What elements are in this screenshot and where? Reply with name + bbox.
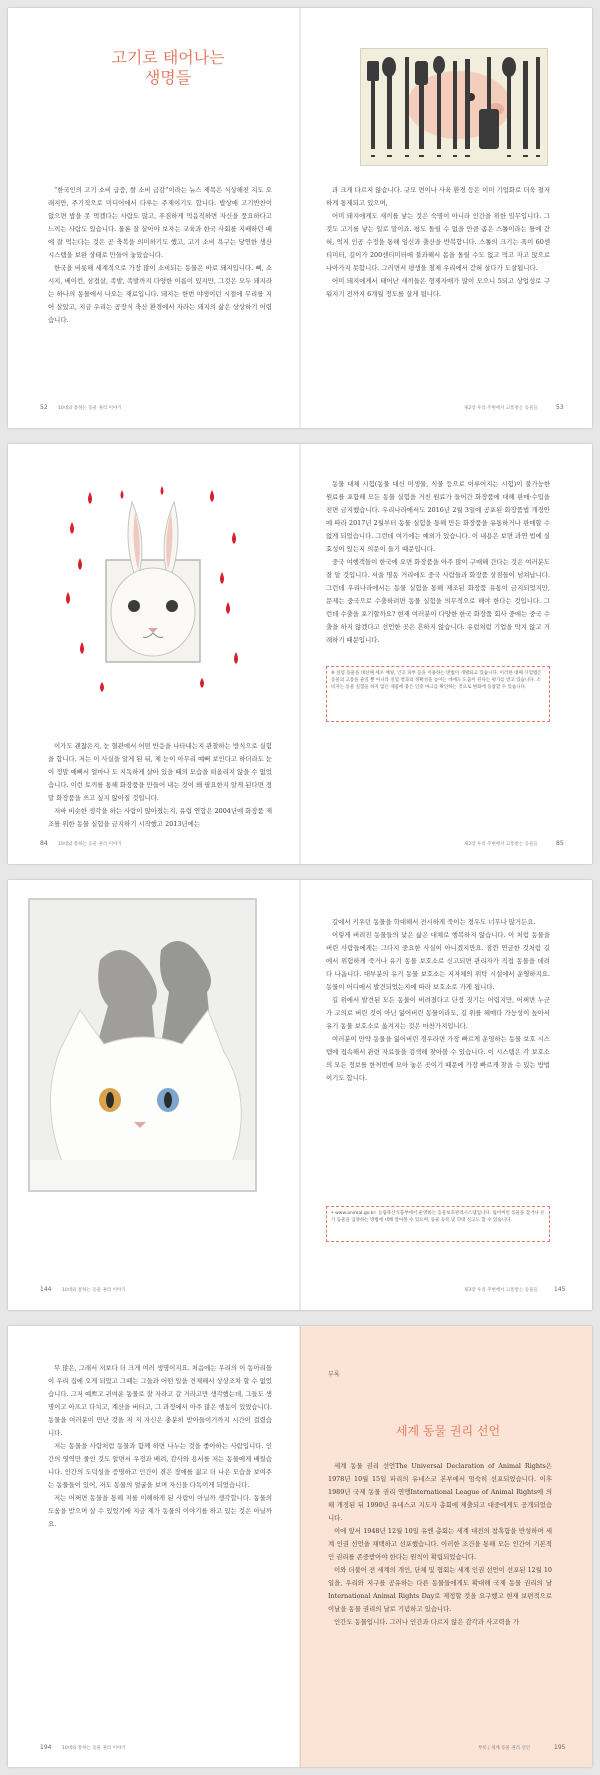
running-head-right: 제2장 우리 주변에서 고통받는 동물들 (464, 842, 538, 847)
running-head-left: 10대와 통하는 동물 권리 이야기 (62, 1746, 126, 1751)
paragraph: 무 많은, 그래서 저보다 더 크게 여러 생명이지요. 처음에는 우리의 이 동아리들이 우리 집에 오게 되었고 그때는 그들과 어떤 일을 견제해서 상상조차 할 수 없었습니다. 그저 예쁘고 귀여운 동물로 잘 자라고 갈 거라고만 생각했는데, 그들도 생명이고 아프고 다치고, 계산을 버티고, 그 과정에서 아주 많은 행동이 있었습니다. 동물을 여러분이 만난 것을 저 저 자신은 충분히 받아들이기까지 시간이 걸렸습니다. (48, 1364, 272, 1437)
paragraph: 이렇게 버려진 동물들의 낯은 삶은 대체로 행복하지 않습니다. 이 처럼 동물을 버린 사람들에게는 그다지 중요한 사실이 아니겠지만요. 잠깐 연금한 것처럼 길에서 위험하게 죽거나 유기 동물 보호소로 신고되면 관리자가 직접 동물을 데려다 나옵니다. 대부분의 유기 동물 보호소는 지자체의 위탁 시설에서 운영하지요. 동물이 어디에서 발견되었는지에 따라 보호소로 가게 됩니다. (326, 931, 550, 991)
running-head-left: 10대와 통하는 동물 권리 이야기 (58, 406, 122, 411)
paragraph: 이에 앞서 1948년 12월 10일 유엔 총회는 세계 대전의 참혹함을 반성하며 세계 인권 선언을 채택하고 선포했습니다. 이러한 조건을 통해 모든 인간이 기본적인 권리를 존중받아야 한다는 원칙이 확립되었습니다. (328, 1527, 552, 1561)
paragraph: 이가도 괜찮은지, 눈 혈관에서 어떤 반응을 나타내는지 관찰하는 방식으로 실험을 합니다. 저는 이 사실을 알게 된 뒤, 제 눈이 아무리 예뻐 보인다고 하더라도 눈이 정말 예뻐서 얼마나 도 지독하게 살아 있을 때의 모습을 떠올리지 않을 수 없었습니다. 이런 토끼를 통해 화장품을 만들어 내는 것이 왜 필요한지 알게 된다면 정말 화장품을 쓰고 싶지 않아질 것입니다. (48, 742, 272, 802)
appendix-label: 부록 (328, 1371, 340, 1378)
left-body-text (48, 740, 272, 831)
rabbit-illustration (62, 482, 242, 692)
spread-pages-84-85 (8, 444, 592, 864)
paragraph: 어미 돼지에게도 새끼를 낳는 것은 숙명이 아니라 인간을 위한 임무입니다. 그것도 고기를 낳는 일로 말이죠. 평도 돌릴 수 없을 만큼 좁은 스톨이라는 틀에 갇혀, 억지 인공 수정을 통해 임신과 출산을 반복합니다. 스톨의 크기는 폭이 60센티미터, 길이가 200센티미터에 불과해서 몸을 돌릴 수도 없고 먹고 자고 앉으로 나아가지 못합니다. 그러면서 평생을 철제 우리에서 갇혀 살다가 도살됩니다. (326, 212, 550, 272)
left-body-text (48, 1362, 272, 1531)
right-body-text (328, 1460, 552, 1629)
paragraph: 여러분이 만약 동물을 잃어버린 경우라면 가장 빠르게 운영하는 동물 보호 시스템에 접속해서 관련 자료들을 검색해 찾아볼 수 있습니다. 이 시스템은 각 보호소의 모든 정보를 한꺼번에 모아 놓은 곳이기 때문에 가장 빠르게 찾을 수 있는 방법이기도 합니다. (326, 1035, 550, 1082)
paragraph: 저는 동물을 사람처럼 동물과 함께 하면 나누는 것을 좋아하는 사람입니다. 인간의 영역만 줄인 것도 알면서 우정과 배려, 감사와 용서를 저는 동물에게 배웠습니다. 인간의 도덕성을 증명하고 인간이 겪은 장애를 짊고 더 나은 모습을 보여주는 동물들이 있어, 저도 동물의 얼굴을 보며 자신을 다독이게 되었습니다. (48, 1442, 272, 1489)
spread-pages-194-195 (8, 1326, 592, 1767)
chapter-title (98, 48, 238, 88)
right-body-text (326, 478, 550, 647)
paragraph: 과 크게 다르지 않습니다. 규모 면이나 사육 환경 등은 이미 기업화로 더욱 철저하게 통제되고 있으며, (326, 186, 550, 207)
utensils-pig-illustration (360, 48, 548, 166)
fork-knife-pig-icon (361, 49, 547, 165)
spread-pages-52-53 (8, 8, 592, 428)
page-number-left: 52 (40, 404, 48, 411)
page-number-right: 53 (556, 404, 564, 411)
white-cat-icon (30, 900, 255, 1190)
page-number-right: 145 (554, 1286, 566, 1293)
running-head-right: 제3장 우리 주변에서 고통받는 동물들 (464, 1288, 538, 1293)
chapter-title-line-2: 생명들 (144, 68, 192, 87)
cat-illustration (28, 898, 257, 1192)
footnote-box: • www.animal.go.kr: 농림축산식품부에서 운영하는 동물보호관리시스템입니다. 잃어버린 동물을 찾거나 유기 동물을 입양하는 방법에 대해 알아볼 수 있으며, 동물 등록 및 학대 신고도 할 수 있습니다. (326, 1206, 550, 1242)
paragraph: “한국인의 고기 소비 급증, 쌀 소비 급감”이라는 뉴스 제목은 식상해진 지도 오래지만, 주기적으로 미디어에서 다루는 주제이기도 합니다. 밥상에 고기반찬이 없으면 밥을 못 먹겠다는 사람도 많고, 푸짐하게 먹음직하면 자신을 풍요하다고 느끼는 사람도 있습니다. 물론 잘 살아야 보자는 교육과 한국 사회를 지배하던 때에 잘 먹는다는 것은 곧 축복을 의미하기도 했고, 고기 소비 욕구는 당연한 생산 시스템을 보완 상태로 만들어 놓았습니다. (48, 186, 272, 259)
page-number-left: 84 (40, 840, 48, 847)
paragraph: 한국을 비롯해 세계적으로 가장 많이 소비되는 동물은 바로 돼지입니다. 뼈, 소시지, 베이컨, 삼겹살, 족발, 족발까지 다양한 이름이 있지만, 그것은 모두 돼지라는 하나의 동물에서 나오는 재료입니다. 돼지는 한번 야생이던 시절에 무리를 지어 살았고, 지금 우리는 공장식 축산 환경에서 자라는 돼지의 삶은 상상하기 어렵습니다. (48, 264, 272, 324)
spread-pages-144-145 (8, 880, 592, 1310)
white-rabbit-icon (62, 482, 242, 692)
running-head-left: 10대와 통하는 동물 권리 이야기 (62, 1288, 126, 1293)
running-head-right: 제2장 우리 주변에서 고통받는 동물들 (464, 406, 538, 411)
running-head-left: 10대와 통하는 동물 권리 이야기 (58, 842, 122, 847)
page-number-left: 144 (40, 1286, 52, 1293)
footnote-box: ※ 실험 동물을 대신해 세포 배양, 인공 피부 등을 이용하는 방법이 개발되고 있습니다. 이러한 대체 시험법은 동물의 고통을 줄일 뿐 아니라 실험 결과의 정확성을 높이는 데에도 도움이 된다는 평가를 받고 있습니다. 소비자는 동물 실험을 하지 않은 제품에 붙은 인증 마크를 확인하는 것으로 변화에 동참할 수 있습니다. (326, 666, 550, 722)
paragraph: 길 위에서 발견된 모든 동물이 버려졌다고 단정 짓기는 어렵지만, 어쩌면 누군가 고의로 버린 것이 아닌 잃어버린 동물이라도, 길 위를 헤매다 가능성이 높아서 유기 동물 보호소로 옮겨지는 것은 마찬가지입니다. (326, 996, 550, 1030)
page-number-right: 195 (554, 1744, 566, 1751)
paragraph: 동물 대체 시험(동물 대신 미생물, 식물 등으로 이루어지는 시험)이 불가능한 원료를 포함해 모든 동물 실험을 거친 원료가 들어간 화장품에 대해 판매·수입을 전면 금지했습니다. 우리나라에서도 2016년 2월 3일에 공포된 화장품법 개정안에 따라 2017년 2월부터 동물 실험을 통해 만든 화장품을 유통하거나 판매할 수 없게 되었습니다. 그런데 여기에는 예외가 있습니다. 이 내용은 보면 과연 법에 실효성이 있는지 의문이 들기 때문입니다. (326, 480, 550, 553)
page-number-right: 85 (556, 840, 564, 847)
paragraph: 세계 동물 권리 선언The Universal Declaration of Animal Rights은 1978년 10월 15일 파리의 유네스코 본부에서 엄숙히 선포되었습니다. 이후 1989년 국제 동물 권리 연맹International League of Animal Rights에 의해 개정된 뒤 1990년 유네스코 지도자 총회에 제출되고 대중에게도 공개되었습니다. (328, 1462, 552, 1522)
left-body-text (48, 184, 272, 327)
right-body-text (326, 184, 550, 301)
page-number-left: 194 (40, 1744, 52, 1751)
paragraph: 저는 어쩌면 동물을 통해 저를 이해하게 된 사람이 아닐까 생각합니다. 동물의 도움을 받으며 살 수 있었기에 지금 제가 동물의 이야기를 하고 있는 것은 아닐까요. (48, 1494, 272, 1528)
paragraph: 인간도 동물입니다. 그러나 인간과 다르지 않은 감각과 사고력을 가 (334, 1618, 519, 1626)
paragraph: 저바 비슷한 생각을 하는 사람이 많아졌는지, 유럽 연합은 2004년에 화장품 제조를 위한 동물 실험을 금지하기 시작했고 2013년에는 (48, 807, 272, 828)
paragraph: 어미 돼지에게서 태어난 새끼들은 형제자매가 많이 모으니 5되고 상업성로 구워지기 전까지 6개월 정도를 살게 됩니다. (326, 277, 550, 298)
paragraph: 길에서 키우던 동물을 학대해서 전시하게 죽이는 경우도 너무나 많거든요. (332, 918, 536, 926)
right-body-text (326, 916, 550, 1085)
appendix-title: 세계 동물 권리 선언 (395, 1424, 501, 1438)
chapter-title-line-1: 고기로 태어나는 (111, 48, 225, 67)
paragraph: 이와 더불어 전 세계의 개인, 단체 및 협회는 세계 인권 선언이 선포된 12월 10일을, 우리와 지구를 공유하는 다른 동물들에게도 확대해 국제 동물 권리의 날International Animal Rights Day로 제정할 것을 요구했고 현재 보편적으로 이날을 동물 권리의 날로 기념하고 있습니다. (328, 1566, 552, 1613)
paragraph: 중국 여행객들이 한국에 오면 화장품을 아주 많이 구매해 간다는 것은 여러분도 잘 알 것입니다. 서울 명동 거리에도 중국 사람들과 화장품 상점들이 넘쳐납니다. 그런데 우리나라에서는 동물 실험을 통해 제조된 화장품 유통이 금지되었지만, 문제는 중국으로 수출하려면 동물 실험을 의무적으로 해야 한다는 것입니다. 그런데 수출을 포기할까요? 현재 여러분이 다양한 한국 화장품 회사 중에는 중국 수출을 하지 않겠다고 선언한 곳은 흔하지 않습니다. 유럽처럼 기업을 막지 않고 거래하기 때문입니다. (326, 558, 550, 644)
running-head-right: 부록 | 세계 동물 권리 선언 (478, 1746, 531, 1751)
